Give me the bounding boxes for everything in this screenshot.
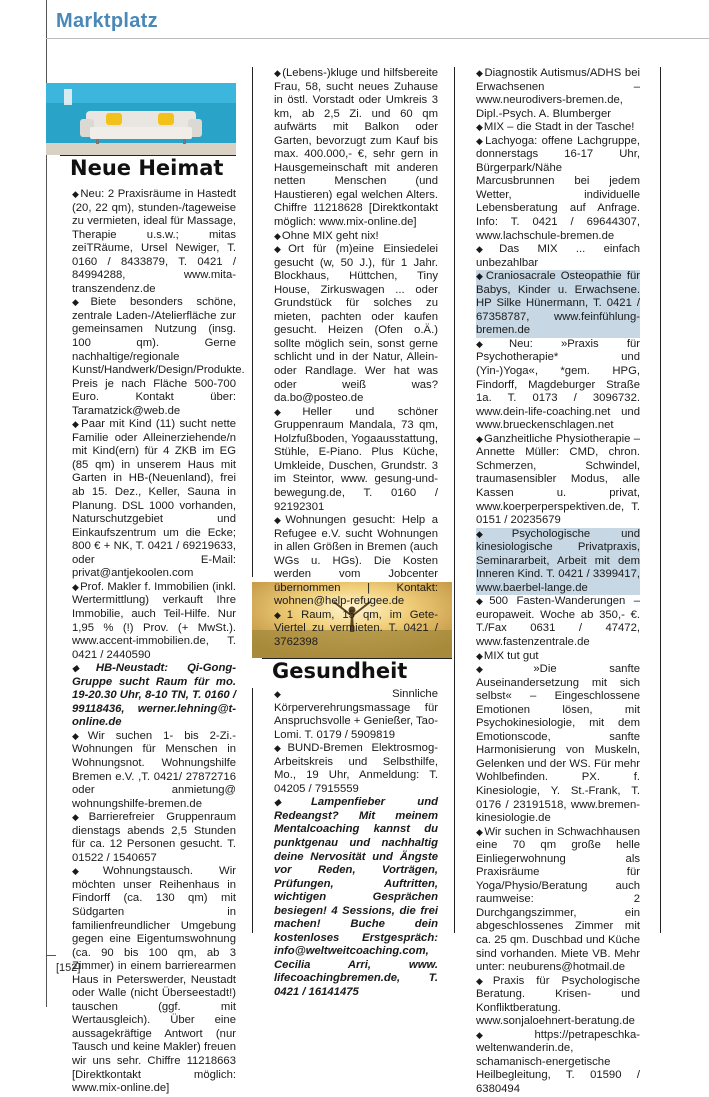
classified-ad: ◆ Wir suchen 1- bis 2-Zi.-Wohnungen für Menschen in Wohnungsnot. Wohnungshilfe Bremen e.V. ,T. 0421/ 27872716 oder anmietung@ wohnungshilfe-bremen.de <box>72 730 236 811</box>
classified-ad: ◆ 1 Raum, 15 qm, im Gete-Viertel zu vermieten. T. 0421 / 3762398 <box>274 609 438 650</box>
classified-ad: ◆ »Die sanfte Auseinandersetzung mit sich selbst« – Eingeschlossene Emotionen lösen, mit Psychokinesiologie, mit dem Emotionscode, sanfte Harmonisierung von Muskeln, Gelenken und der WS. Für mehr Wohlbefinden. PX. f. Kinesiologie, Y. St.-Frank, T. 0176 / 23191518, www.bremen-kinesiologie.de <box>476 663 640 826</box>
classified-ad: ◆ Neu: »Praxis für Psychotherapie* und (Yin-)Yoga«, *gem. HPG, Findorff, Magdeburger Straße 1a. T. 0173 / 3096732. www.dein-life-coaching.net und www.brueckenschlagen.net <box>476 338 640 433</box>
column-neue-heimat-continued <box>274 67 438 650</box>
classified-ad: ◆ (Lebens-)kluge und hilfsbereite Frau, 58, sucht neues Zuhause in östl. Vorstadt oder Umkreis 3 km, ab 2,5 Zi. und 60 qm aufwärts mit Balkon oder Garten, bevorzugt zum Kauf bis max. 400.000,- €, sehr gern in Hausgemeinschaft mit anderen netten Menschen (und Haustieren) egal welchen Alters. Chiffre 11218628 [Direktkontakt möglich: www.mix-online.de] <box>274 67 438 230</box>
classified-ad: ◆ Wohnungstausch. Wir möchten unser Reihenhaus in Findorff (ca. 130 qm) mit Südgarten in familienfreundlicher Umgebung gegen eine Eigentumswohnung (ca. 90 bis 100 qm, ab 3 Zimmer) in einem barrierearmen Haus in Peterswerder, Neustadt oder Walle (nicht Überseestadt!) tauschen (ggf. mit Wertausgleich). Über eine aussagekräftige Antwort (nur Tausch und keine Makler) freuen wir uns sehr. Chiffre 11218663 [Direktkontakt möglich: www.mix-online.de] <box>72 865 236 1095</box>
column-gesundheit-continued <box>476 67 640 1097</box>
classified-ad: ◆ Lampenfieber und Redeangst? Mit meinem Mentalcoaching kannst du punktgenau und nachhaltig deine Nervosität und Ängste vor Reden, Vorträgen, Prüfungen, Auftritten, wichtigen Gesprächen besiegen! 4 Sessions, die frei machen! Buche dein kostenloses Erstgespräch: info@weltweitcoaching.com, Cecilia Arri, www. lifecoachingbremen.de, T. 0421 / 16141475 <box>274 796 438 999</box>
classified-ad: ◆ Heller und schöner Gruppenraum Mandala, 73 qm, Holzfußboden, Yogaausstattung, Stühle, E-Piano. Plus Küche, Umkleide, Duschen, Grundstr. 3 im Steintor, www. gesung-und-bewegung.de, T. 0160 / 92192301 <box>274 406 438 514</box>
heading-gesundheit: Gesundheit <box>262 658 452 688</box>
classified-ad: ◆ Barrierefreier Gruppenraum dienstags abends 2,5 Stunden für ca. 12 Personen gesucht. T. 01522 / 1540657 <box>72 811 236 865</box>
highlighted-ad: ◆ Psychologische und kinesiologische Privatpraxis, Seminararbeit, Arbeit mit dem Inneren Kind. T. 0421 / 3399417, www.baerbel-lange.de <box>476 528 640 596</box>
heading-neue-heimat: Neue Heimat <box>60 155 236 187</box>
classified-ad: ◆ MIX tut gut <box>476 650 640 664</box>
column-separator <box>454 67 455 933</box>
classified-ad: ◆ Diagnostik Autismus/ADHS bei Erwachsenen – www.neurodivers-bremen.de, Dipl.-Psych. A. Blumberger <box>476 67 640 121</box>
sofa-photo <box>46 83 236 155</box>
classified-ad: ◆ https://petrapeschka-weltenwanderin.de, schamanisch-energetische Heilbegleitung, T. 01590 / 6380494 <box>476 1029 640 1097</box>
page-number: [152] <box>56 962 81 974</box>
column-separator <box>252 688 253 933</box>
classified-ad: ◆ Ohne MIX geht nix! <box>274 230 438 244</box>
classified-ad: ◆ Sinnliche Körperverehrungsmassage für Anspruchsvolle + Genießer, Tao-Lomi. T. 0179 / 5909819 <box>274 688 438 742</box>
highlighted-ad: ◆ Craniosacrale Osteopathie für Babys, Kinder u. Erwachsene. HP Silke Hünermann, T. 0421 / 67358787, www.feinfühlung-bremen.de <box>476 270 640 338</box>
classified-ad: ◆ HB-Neustadt: Qi-Gong-Gruppe sucht Raum für mo. 19-20.30 Uhr, 8-10 TN, T. 0160 / 99118436, werner.lehning@t-online.de <box>72 662 236 730</box>
column-separator <box>252 67 253 577</box>
footer-rule <box>46 955 56 956</box>
classified-ad: ◆ Wir suchen in Schwachhausen eine 70 qm große helle Einliegerwohnung als Praxisräume für Yoga/Physio/Beratung auch raumweise: 2 Durchgangszimmer, ein abgeschlossenes Zimmer mit ca. 25 qm. Duschbad und Küche sind vorhanden. Miete VB. Mehr unter: neuburens@hotmail.de <box>476 826 640 975</box>
column-neue-heimat <box>72 188 245 1096</box>
classified-ad: ◆ Ganzheitliche Physiotherapie – Annette Müller: CMD, chron. Schmerzen, Schwindel, traumasensibler Modus, alle Kassen u. privat, www.koerperperspektiven.de, T. 0151 / 20235679 <box>476 433 640 528</box>
section-title: Marktplatz <box>56 10 158 32</box>
classified-ad: ◆ 500 Fasten-Wanderungen – europaweit. Woche ab 350,- €. T./Fax 0631 / 47472, www.fastenzentrale.de <box>476 595 640 649</box>
classified-ad: ◆ Wohnungen gesucht: Help a Refugee e.V. sucht Wohnungen in allen Größen in Bremen (auch WGs u. HGs). Die Kosten werden vom Jobcenter übernommen | Kontakt: wohnen@help-refugee.de <box>274 514 438 609</box>
classified-ad: ◆ Prof. Makler f. Immobilien (inkl. Wertermittlung) verkauft Ihre Immobilie, auch Teil-Hilfe. Nur 1,95 % (!) Prov. (+ MwSt.). www.accent-immobilien.de, T. 0421 / 2440590 <box>72 581 236 662</box>
classified-ad: ◆ BUND-Bremen Elektrosmog-Arbeitskreis und Selbsthilfe, Mo., 19 Uhr, Anmeldung: T. 04205 / 7915559 <box>274 742 438 796</box>
column-separator <box>660 67 661 933</box>
classified-ad: ◆ Das MIX ... einfach unbezahlbar <box>476 243 640 270</box>
classified-ad: ◆ Praxis für Psychologische Beratung. Krisen- und Konfliktberatung. www.sonjaloehnert-beratung.de <box>476 975 640 1029</box>
classified-ad: ◆ Neu: 2 Praxisräume in Hastedt (20, 22 qm), stunden-/tageweise zu vermieten, ideal für Massage, Therapie u.s.w.; mitas zeiTRäume, Ursel Newiger, T. 0160 / 8433879, T. 0421 / 84994288, www.mita-transzendenz.de <box>72 188 236 296</box>
classified-ad: ◆ Biete besonders schöne, zentrale Laden-/Atelierfläche zur gemeinsamen Nutzung (insg. 100 qm). Gerne nachhaltige/regionale Kunst/Handwerk/Design/Produkte. Preis je nach Fläche 500-700 Euro. Kontakt über: Taramatzick@web.de <box>72 296 236 418</box>
header-rule <box>46 38 709 39</box>
classified-ad: ◆ Paar mit Kind (11) sucht nette Familie oder Alleinerziehende/n mit Kind(ern) für 4 ZKB im EG (85 qm) in unserem Haus mit Garten in HB-(Neuenland), frei ab 15. Dez., Keller, Sauna in Planung. DSL 1000 vorhanden, Naturschutzgebiet und Einkaufszentrum um die Ecke; 800 € + NK, T. 0421 / 69219633, oder E-Mail: privat@antjekoolen.com <box>72 418 236 581</box>
classified-ad: ◆ Ort für (m)eine Einsiedelei gesucht (w, 50 J.), für 1 Jahr. Blockhaus, Hüttchen, Tiny House, Zirkuswagen ... oder Grundstück für solches zu mieten, pachten oder kaufen gesucht. Heizen (Ofen o.Ä.) sollte möglich sein, sonst gerne schlicht und in der Natur, Allein- oder Randlage. Wer hat was oder weiß was? da.bo@posteo.de <box>274 243 438 406</box>
column-gesundheit <box>274 688 438 1000</box>
classified-ad: ◆ Lachyoga: offene Lachgruppe, donnerstags 16-17 Uhr, Bürgerpark/Nähe Marcusbrunnen bei jedem Wetter, individuelle Lebensberatung auf Anfrage. Info: T. 0421 / 69644307, www.lachschule-bremen.de <box>476 135 640 243</box>
classified-ad: ◆ MIX – die Stadt in der Tasche! <box>476 121 640 135</box>
